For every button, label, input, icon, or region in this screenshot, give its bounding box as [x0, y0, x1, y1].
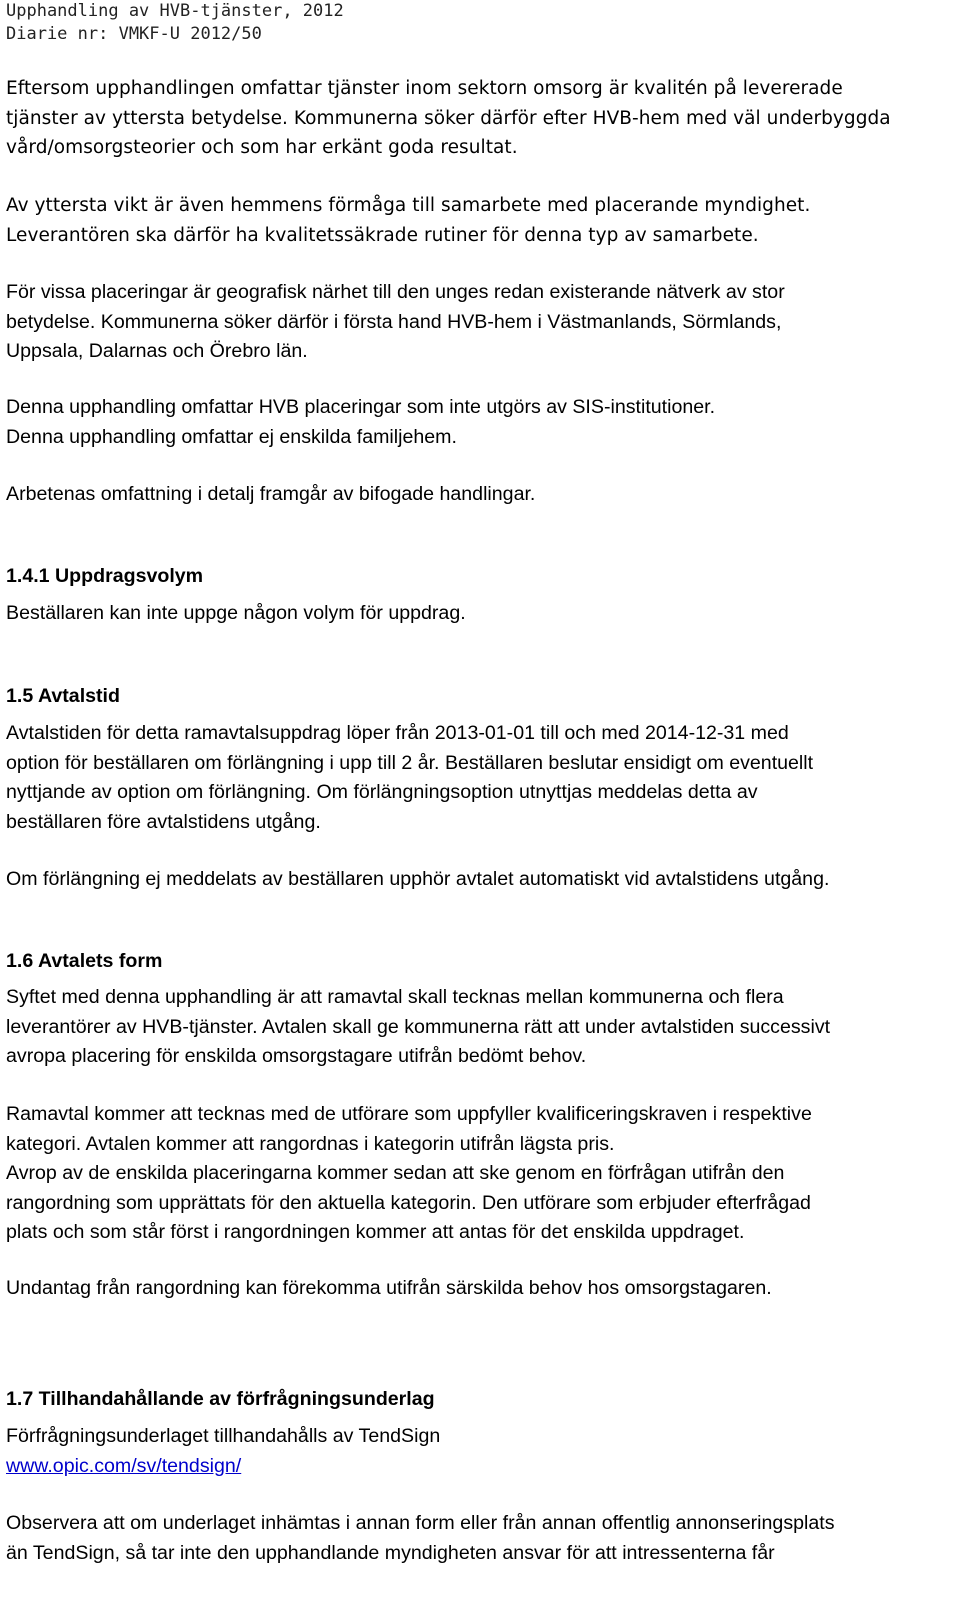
text-line: än TendSign, så tar inte den upphandlande myndigheten ansvar för att intressenterna får: [6, 1541, 775, 1564]
paragraph-documents: [6, 480, 956, 510]
text-line: beställaren före avtalstidens utgång.: [6, 810, 321, 833]
text-line: Beställaren kan inte uppge någon volym för uppdrag.: [6, 602, 466, 624]
text-line: vård/omsorgsteorier och som har erkänt goda resultat.: [6, 137, 518, 158]
text-line: För vissa placeringar är geografisk närhet till den unges redan existerande nätverk av stor: [6, 281, 785, 303]
document-title: Upphandling av HVB-tjänster, 2012: [6, 1, 344, 21]
heading-1-7: 1.7 Tillhandahållande av förfrågningsunderlag: [6, 1388, 435, 1410]
text-line: leverantörer av HVB-tjänster. Avtalen skall ge kommunerna rätt att under avtalstiden successivt: [6, 1015, 831, 1038]
text-line: Ramavtal kommer att tecknas med de utförare som uppfyller kvalificeringskraven i respektive: [6, 1103, 812, 1125]
text-line: Av yttersta vikt är även hemmens förmåga till samarbete med placerande myndighet.: [6, 195, 811, 216]
heading-1-4-1: 1.4.1 Uppdragsvolym: [6, 565, 204, 587]
text-line: Observera att om underlaget inhämtas i annan form eller från annan offentlig annonseringsplats: [6, 1512, 835, 1534]
paragraph-cooperation: [6, 191, 956, 250]
text-line: Förfrågningsunderlaget tillhandahålls av TendSign: [6, 1425, 441, 1447]
text-line: rangordning som upprättats för den aktuella kategorin. Den utförare som erbjuder efterfrågad: [6, 1191, 811, 1214]
paragraph-quality: [6, 74, 956, 163]
text-line: avropa placering för enskilda omsorgstagare utifrån bedömt behov.: [6, 1045, 587, 1067]
paragraph-contract-period: [6, 719, 956, 837]
paragraph-volume: [6, 599, 956, 629]
text-line: Leverantören ska därför ha kvalitetssäkrade rutiner för denna typ av samarbete.: [6, 224, 759, 246]
text-line: betydelse. Kommunerna söker därför i första hand HVB-hem i Västmanlands, Sörmlands,: [6, 310, 782, 333]
text-line: Denna upphandling omfattar HVB placeringar som inte utgörs av SIS-institutioner.: [6, 396, 716, 418]
text-line: Avrop av de enskilda placeringarna kommer sedan att ske genom en förfrågan utifrån den: [6, 1162, 785, 1184]
text-line: Denna upphandling omfattar ej enskilda familjehem.: [6, 425, 457, 448]
document-header: [6, 0, 344, 46]
text-line: Om förlängning ej meddelats av beställaren upphör avtalet automatiskt vid avtalstidens utgång.: [6, 868, 830, 890]
text-line: Uppsala, Dalarnas och Örebro län.: [6, 340, 308, 362]
text-line: Avtalstiden för detta ramavtalsuppdrag löper från 2013-01-01 till och med 2014-12-31 med: [6, 722, 789, 744]
paragraph-tendsign: [6, 1422, 956, 1481]
text-line: plats och som står först i rangordningen kommer att antas för det enskilda uppdraget.: [6, 1221, 745, 1243]
text-line: Eftersom upphandlingen omfattar tjänster inom sektorn omsorg är kvalitén på levererade: [6, 78, 843, 99]
text-line: kategori. Avtalen kommer att rangordnas i kategorin utifrån lägsta pris.: [6, 1132, 615, 1155]
paragraph-exception: [6, 1274, 956, 1304]
text-line: Undantag från rangordning kan förekomma utifrån särskilda behov hos omsorgstagaren.: [6, 1277, 772, 1299]
heading-1-6: 1.6 Avtalets form: [6, 950, 163, 972]
paragraph-notice: [6, 1509, 956, 1568]
text-line: option för beställaren om förlängning i upp till 2 år. Beställaren beslutar ensidigt om eventuellt: [6, 751, 814, 774]
tendsign-link[interactable]: www.opic.com/sv/tendsign/: [6, 1454, 242, 1477]
heading-1-5: 1.5 Avtalstid: [6, 685, 120, 707]
paragraph-ranking: [6, 1100, 956, 1248]
paragraph-scope: [6, 393, 956, 452]
text-line: tjänster av yttersta betydelse. Kommunerna söker därför efter HVB-hem med väl underbyggda: [6, 107, 891, 129]
text-line: Syftet med denna upphandling är att ramavtal skall tecknas mellan kommunerna och flera: [6, 986, 784, 1008]
paragraph-purpose: [6, 983, 956, 1072]
paragraph-geography: [6, 278, 956, 367]
paragraph-extension: [6, 865, 956, 895]
diarie-number: Diarie nr: VMKF-U 2012/50: [6, 24, 262, 44]
text-line: Arbetenas omfattning i detalj framgår av bifogade handlingar.: [6, 483, 536, 505]
text-line: nyttjande av option om förlängning. Om förlängningsoption utnyttjas meddelas detta av: [6, 781, 758, 803]
